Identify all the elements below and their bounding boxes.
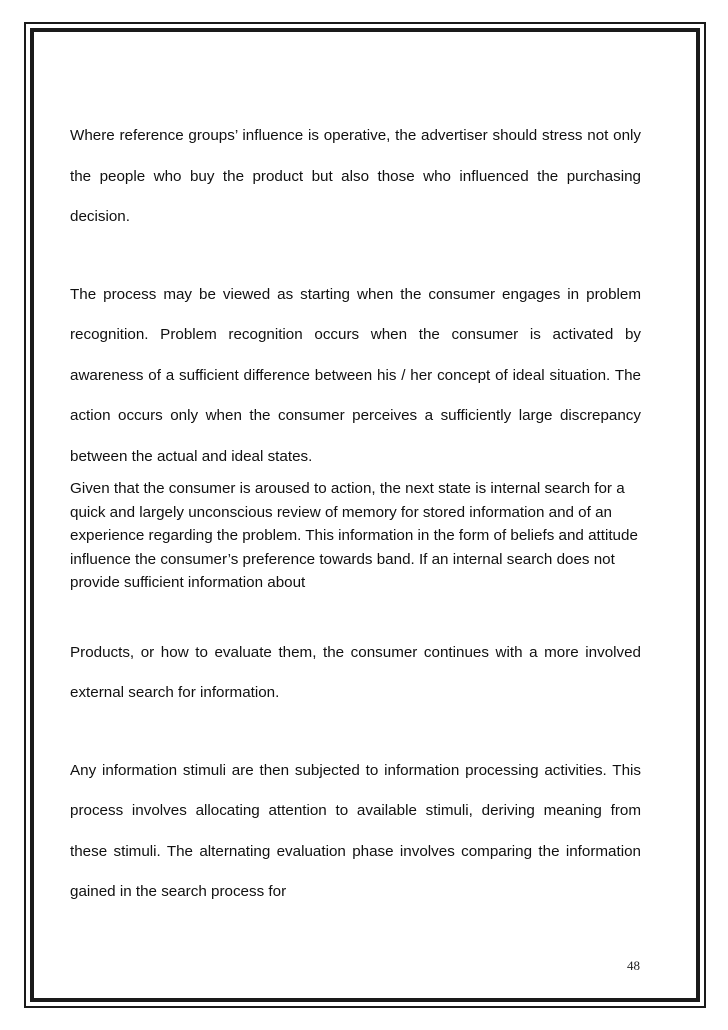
document-body bbox=[70, 116, 641, 913]
paragraph-gap bbox=[70, 595, 641, 633]
paragraph-problem-recognition: The process may be viewed as starting when the consumer engages in problem recognition. Problem recognition occurs when the consumer is activated by awareness of a sufficient difference between his / her concept of ideal situation. The action occurs only when the consumer perceives a sufficiently large discrepancy between the actual and ideal states. bbox=[70, 285, 641, 465]
paragraph-information-processing: Any information stimuli are then subjected to information processing activities. This process involves allocating attention to available stimuli, deriving meaning from these stimuli. The alternating evaluation phase involves comparing the information gained in the search process for bbox=[70, 761, 641, 900]
paragraph-reference-groups: Where reference groups’ influence is operative, the advertiser should stress not only the people who buy the product but also those who influenced the purchasing decision. bbox=[70, 127, 641, 225]
paragraph-gap bbox=[70, 238, 641, 275]
paragraph-gap bbox=[70, 714, 641, 751]
paragraph-external-search: Products, or how to evaluate them, the consumer continues with a more involved external search for information. bbox=[70, 643, 641, 701]
page-number: 48 bbox=[627, 958, 640, 973]
paragraph-internal-search: Given that the consumer is aroused to action, the next state is internal search for a quick and largely unconscious review of memory for stored information and of an experience regarding the problem. This information in the form of beliefs and attitude influence the consumer’s preference towards band. If an internal search does not provide sufficient information about bbox=[70, 480, 638, 591]
